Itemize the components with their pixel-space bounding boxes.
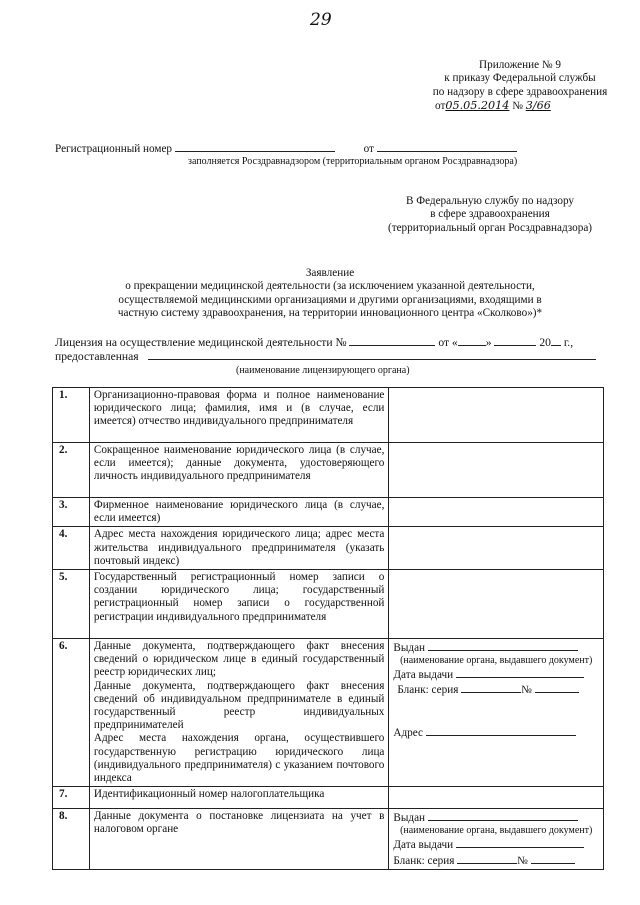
appendix-order-line: от05.05.2014 № 3/66 bbox=[400, 99, 640, 113]
title-heading: Заявление bbox=[305, 267, 355, 279]
appendix-line1: Приложение № 9 bbox=[479, 59, 561, 71]
license-line: Лицензия на осуществление медицинской деятельности № от « » 20 г., bbox=[55, 336, 574, 349]
appendix-header bbox=[400, 59, 640, 114]
license-number-field[interactable] bbox=[349, 335, 435, 346]
page-number: 29 bbox=[310, 10, 332, 30]
license-month-field[interactable] bbox=[494, 335, 536, 346]
addressee: В Федеральную службу по надзору в сфере здравоохранения (территориальный орган Росздравнадзора) bbox=[387, 195, 593, 234]
row6-number-field[interactable] bbox=[535, 682, 579, 693]
granted-note: (наименование лицензирующего органа) bbox=[236, 365, 410, 376]
row8-number-field[interactable] bbox=[531, 853, 575, 864]
row6-address-field[interactable] bbox=[426, 725, 576, 736]
row6-issued-by-field[interactable] bbox=[428, 640, 578, 651]
row8-issued-by-field[interactable] bbox=[428, 810, 578, 821]
registration-label: Регистрационный номер bbox=[55, 143, 173, 155]
granted-line: предоставленная bbox=[55, 349, 615, 363]
table-row: 4. Адрес места нахождения юридического лица; адрес места жительства индивидуального предпринимателя (указать почтовый индекс) bbox=[53, 527, 604, 570]
registration-number-field[interactable] bbox=[175, 141, 335, 152]
row4-value-field[interactable] bbox=[389, 527, 604, 570]
registration-date-field[interactable] bbox=[377, 141, 517, 152]
licensing-authority-field[interactable] bbox=[148, 349, 596, 360]
row6-series-field[interactable] bbox=[461, 682, 521, 693]
license-year-field[interactable] bbox=[551, 335, 561, 346]
row8-issue-date-field[interactable] bbox=[456, 837, 584, 848]
table-row: 6. Данные документа, подтверждающего факт внесения сведений о юридическом лице в единый государственный реестр юридических лиц; Данные документа, подтверждающего факт внесения сведений об индивидуальном предпринимателе в единый государственный реестр индивидуальных предпринимателей Адрес места нахождения органа, осуществившего государственную регистрацию юридического лица (индивидуального предпринимателя) с указанием почтового индекса Выдан (наименование органа, выдавшего документ) Дата выдачи Бланк: серия № Адрес bbox=[53, 639, 604, 787]
order-date: 05.05.2014 bbox=[445, 99, 510, 113]
order-number: 3/66 bbox=[525, 99, 551, 113]
table-row: 1. Организационно-правовая форма и полное наименование юридического лица; фамилия, имя и (в случае, если имеется) отчество индивидуального предпринимателя bbox=[53, 388, 604, 443]
registration-from-label: от bbox=[363, 143, 374, 155]
table-row: 7. Идентификационный номер налогоплательщика bbox=[53, 787, 604, 809]
row1-value-field[interactable] bbox=[389, 388, 604, 443]
row2-value-field[interactable] bbox=[389, 443, 604, 498]
row7-value-field[interactable] bbox=[389, 787, 604, 809]
table-row: 8. Данные документа о постановке лицензиата на учет в налоговом органе Выдан (наименование органа, выдавшего документ) Дата выдачи Бланк: серия № bbox=[53, 809, 604, 870]
registration-note: заполняется Росздравнадзором (территориальным органом Росздравнадзора) bbox=[188, 156, 518, 167]
row3-value-field[interactable] bbox=[389, 498, 604, 527]
appendix-line2: к приказу Федеральной службы bbox=[444, 72, 596, 85]
table-row: 2. Сокращенное наименование юридического лица (в случае, если имеется); данные документа, удостоверяющего личность индивидуального предпринимателя bbox=[53, 443, 604, 498]
row5-value-field[interactable] bbox=[389, 570, 604, 639]
row8-series-field[interactable] bbox=[457, 853, 517, 864]
application-table bbox=[52, 387, 604, 870]
document-title: Заявление о прекращении медицинской деятельности (за исключением указанной деятельности, осуществляемой медицинскими организациями и другими организациями, входящими в частную систему здравоохранения, на территории инновационного центра «Сколково»)* bbox=[40, 267, 620, 321]
table-row: 5. Государственный регистрационный номер записи о создании юридического лица; государственный регистрационный номер записи о государственной регистрации индивидуального предпринимателя bbox=[53, 570, 604, 639]
row6-issue-date-field[interactable] bbox=[456, 667, 584, 678]
appendix-line3: по надзору в сфере здравоохранения bbox=[432, 85, 608, 98]
license-day-field[interactable] bbox=[458, 335, 486, 346]
table-row: 3. Фирменное наименование юридического лица (в случае, если имеется) bbox=[53, 498, 604, 527]
